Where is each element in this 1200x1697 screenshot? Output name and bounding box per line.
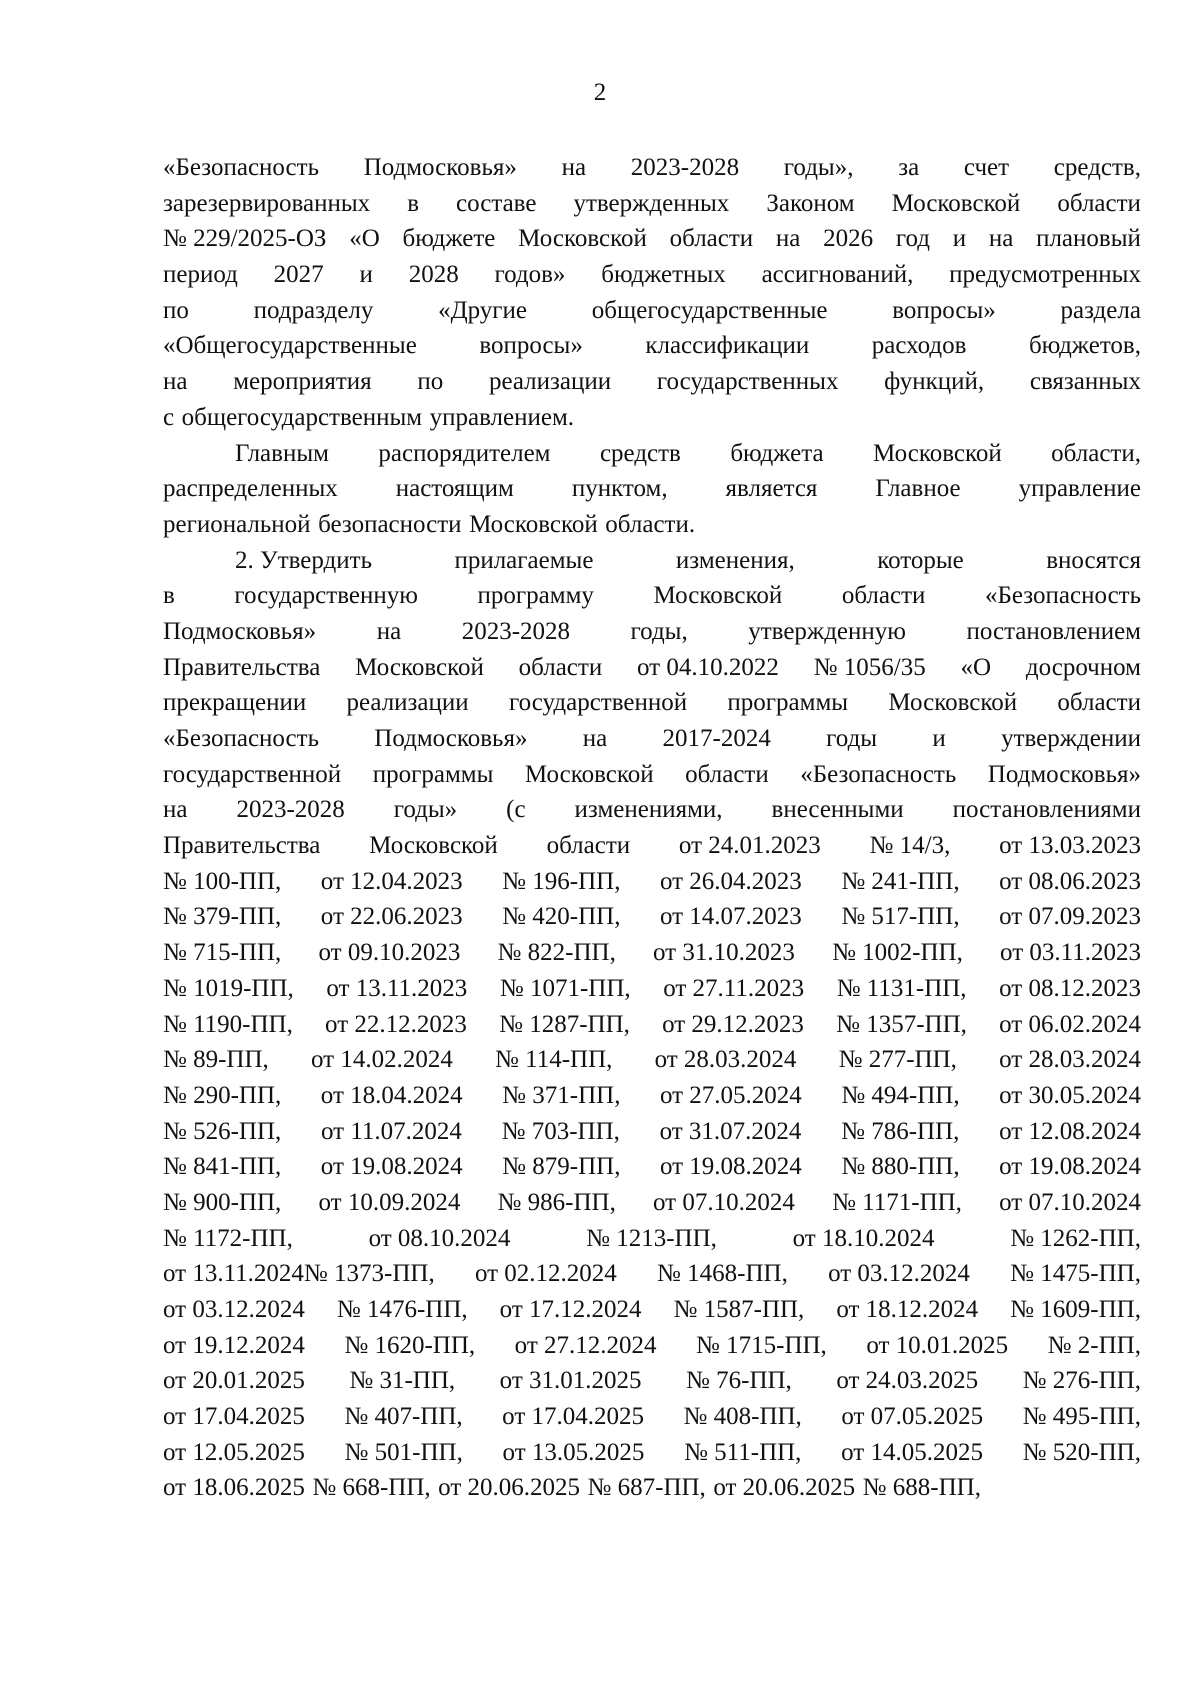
text-line <box>163 1328 1141 1364</box>
text-line <box>163 1470 1141 1506</box>
word: № 408-ПП, <box>683 1403 802 1431</box>
word: № 1071-ПП, <box>499 974 631 1002</box>
text-line <box>163 221 1141 257</box>
text-line <box>163 578 1141 614</box>
page-number: 2 <box>593 79 607 106</box>
word: Московской <box>369 832 498 860</box>
word: годы, <box>630 617 688 645</box>
word: и <box>952 225 967 253</box>
word: от 27.11.2023 <box>663 974 805 1002</box>
word: программу <box>477 582 594 610</box>
word: «О <box>960 653 992 681</box>
word: управлением. <box>429 403 575 431</box>
word: программы <box>727 689 849 717</box>
text-line <box>163 1435 1141 1471</box>
word: изменения, <box>675 546 795 574</box>
word: на <box>376 617 402 645</box>
word: прекращении <box>163 689 307 717</box>
word: вопросы» <box>479 332 583 360</box>
word: Подмосковья» <box>987 760 1141 788</box>
word: прилагаемые <box>454 546 594 574</box>
word: от 19.08.2024 <box>659 1153 802 1181</box>
word: классификации <box>645 332 810 360</box>
word: настоящим <box>395 475 514 503</box>
word: от 20.06.2025 <box>713 1474 856 1502</box>
word: государственной <box>163 760 342 788</box>
word: от 04.10.2022 <box>637 653 779 681</box>
word: подразделу <box>253 296 374 324</box>
text-line <box>163 935 1141 971</box>
word: государственную <box>234 582 418 610</box>
word: управление <box>1018 475 1141 503</box>
word: № 668-ПП, <box>312 1474 431 1502</box>
word: Московской <box>469 510 598 538</box>
word: Законом <box>766 189 855 217</box>
word: от 31.01.2025 <box>499 1367 642 1395</box>
word: Главным <box>235 439 329 467</box>
text-line <box>163 186 1141 222</box>
word: от 13.05.2025 <box>502 1438 645 1466</box>
word: на <box>561 154 587 181</box>
text-line <box>163 400 1141 436</box>
word: № 511-ПП, <box>684 1438 802 1466</box>
text-line <box>163 864 1141 900</box>
word: области <box>685 760 769 788</box>
text-line <box>163 828 1141 864</box>
word: от 13.11.2024№ 1373-ПП, <box>163 1260 435 1288</box>
text-line <box>163 650 1141 686</box>
word: Московской <box>524 760 654 788</box>
word: «Безопасность <box>800 760 957 788</box>
word: от 09.10.2023 <box>318 939 461 967</box>
word: № 1131-ПП, <box>836 974 967 1002</box>
text-line <box>163 899 1141 935</box>
text-line <box>163 543 1141 579</box>
word: 2023-2028 <box>461 617 571 645</box>
word: № 196-ПП, <box>502 867 621 895</box>
word: на <box>582 725 608 752</box>
word: от 26.04.2023 <box>659 867 802 895</box>
word: 2027 <box>273 261 324 289</box>
word: раздела <box>1060 296 1141 324</box>
word: от 07.09.2023 <box>999 903 1141 931</box>
word: реализации <box>488 368 612 396</box>
text-line <box>163 757 1141 793</box>
text-line <box>163 293 1141 329</box>
word: пунктом, <box>571 475 668 503</box>
word: от 12.08.2024 <box>999 1117 1141 1145</box>
word: области <box>1057 189 1141 217</box>
word: № 2-ПП, <box>1047 1331 1141 1359</box>
word: от 13.03.2023 <box>999 832 1141 860</box>
word: плановый <box>1036 225 1141 253</box>
word: Московской <box>888 689 1018 717</box>
text-line <box>163 1363 1141 1399</box>
word: бюджетов, <box>1028 332 1141 360</box>
word: мероприятия <box>233 368 372 396</box>
word: общегосударственным <box>181 403 423 431</box>
word: № 420-ПП, <box>502 903 621 931</box>
word: функций, <box>884 368 985 396</box>
word: № 1715-ПП, <box>696 1331 827 1359</box>
word: на <box>163 368 188 396</box>
word: № 100-ПП, <box>163 867 282 895</box>
word: государственных <box>656 368 839 396</box>
text-line <box>163 471 1141 507</box>
word: которые <box>877 546 964 574</box>
word: средств <box>599 439 681 467</box>
word: в <box>407 189 419 217</box>
word: «Безопасность <box>985 582 1141 610</box>
text-line <box>163 685 1141 721</box>
word: Московской <box>873 439 1002 467</box>
word: от 19.08.2024 <box>999 1153 1141 1181</box>
text-line <box>163 1256 1141 1292</box>
word: Главное <box>875 475 961 503</box>
word: вносятся <box>1046 546 1141 574</box>
word: области <box>546 832 631 860</box>
word: от 27.05.2024 <box>659 1081 802 1109</box>
word: предусмотренных <box>949 261 1141 289</box>
word: годы», <box>783 154 854 181</box>
word: на <box>775 225 801 253</box>
word: № 1056/35 <box>813 653 926 681</box>
word: «Безопасность <box>163 154 319 181</box>
word: от 11.07.2024 <box>320 1117 462 1145</box>
word: от 13.11.2023 <box>326 974 468 1002</box>
word: № 687-ПП, <box>587 1474 706 1502</box>
word: № 526-ПП, <box>163 1117 282 1145</box>
word: от 24.01.2023 <box>678 832 821 860</box>
word: от 07.05.2025 <box>841 1403 984 1431</box>
word: бюджетных <box>601 261 726 289</box>
word: № 277-ПП, <box>838 1046 957 1074</box>
word: от 19.08.2024 <box>320 1153 463 1181</box>
word: от 03.12.2024 <box>163 1296 305 1323</box>
word: составе <box>456 189 537 217</box>
word: № 1262-ПП, <box>1010 1224 1141 1252</box>
word: ассигнований, <box>761 261 914 289</box>
word: постановлением <box>966 617 1141 645</box>
word: Московской <box>891 189 1021 217</box>
word: от 10.09.2024 <box>318 1188 461 1216</box>
word: № 715-ПП, <box>163 939 282 967</box>
word: № 900-ПП, <box>163 1188 282 1216</box>
word: утвержденную <box>748 617 906 645</box>
word: № 290-ПП, <box>163 1081 282 1109</box>
word: годы <box>826 725 878 752</box>
word: Московской <box>518 225 647 253</box>
word: от 30.05.2024 <box>999 1081 1141 1109</box>
text-line <box>163 436 1141 472</box>
text-line <box>163 1149 1141 1185</box>
word: от 17.04.2025 <box>163 1403 305 1431</box>
word: от 03.12.2024 <box>828 1260 970 1288</box>
word: «Безопасность <box>163 725 319 752</box>
word: годов» <box>494 261 566 289</box>
word: от 08.10.2024 <box>368 1224 511 1252</box>
word: от 22.06.2023 <box>320 903 463 931</box>
word: № 986-ПП, <box>497 1188 616 1216</box>
text-line <box>163 364 1141 400</box>
document-body <box>163 150 1141 1506</box>
word: бюджете <box>402 225 496 253</box>
word: области <box>669 225 754 253</box>
text-line <box>163 1221 1141 1257</box>
word: распределенных <box>163 475 338 503</box>
word: в <box>163 582 175 610</box>
word: № 371-ПП, <box>502 1081 621 1109</box>
paragraph <box>163 150 1141 436</box>
text-line <box>163 1042 1141 1078</box>
word: счет <box>963 154 1010 181</box>
word: от 12.05.2025 <box>163 1438 305 1466</box>
word: № 1475-ПП, <box>1010 1260 1141 1288</box>
word: и <box>359 261 373 289</box>
word: от 24.03.2025 <box>836 1367 979 1395</box>
word: 2017-2024 <box>662 725 771 752</box>
word: от 08.12.2023 <box>999 974 1141 1002</box>
text-line <box>163 257 1141 293</box>
word: № 688-ПП, <box>862 1474 981 1502</box>
word: Правительства <box>163 653 321 681</box>
word: год <box>895 225 930 253</box>
word: № 703-ПП, <box>501 1117 620 1145</box>
word: от 07.10.2024 <box>653 1188 795 1216</box>
text-line <box>163 1078 1141 1114</box>
text-line <box>163 1114 1141 1150</box>
word: расходов <box>871 332 967 360</box>
word: № 1620-ПП, <box>344 1331 476 1359</box>
word: № 1468-ПП, <box>657 1260 788 1288</box>
word: № 76-ПП, <box>686 1367 792 1395</box>
word: от 18.04.2024 <box>320 1081 463 1109</box>
word: № 1287-ПП, <box>499 1010 630 1038</box>
word: внесенными <box>771 796 904 824</box>
word: по <box>417 368 444 396</box>
word: общегосударственные <box>591 296 828 324</box>
word: от 17.12.2024 <box>499 1296 642 1323</box>
word: 2. Утвердить <box>235 546 372 574</box>
word: от 20.01.2025 <box>163 1367 305 1395</box>
word: от 06.02.2024 <box>999 1010 1141 1038</box>
word: за <box>898 154 920 181</box>
text-line <box>163 1185 1141 1221</box>
word: области, <box>1051 439 1141 467</box>
text-line <box>163 328 1141 364</box>
text-line <box>163 614 1141 650</box>
word: Подмосковья» <box>374 725 528 752</box>
word: Подмосковья» <box>163 617 317 645</box>
word: № 841-ПП, <box>163 1153 282 1181</box>
word: от 08.06.2023 <box>999 867 1141 895</box>
word: программы <box>372 760 494 788</box>
word: № 880-ПП, <box>841 1153 960 1181</box>
text-line <box>163 721 1141 757</box>
word: № 494-ПП, <box>841 1081 960 1109</box>
word: № 786-ПП, <box>841 1117 960 1145</box>
text-line <box>163 1399 1141 1435</box>
word: «Общегосударственные <box>163 332 417 360</box>
word: № 379-ПП, <box>163 903 282 931</box>
word: от 14.02.2024 <box>310 1046 453 1074</box>
word: распорядителем <box>378 439 551 467</box>
text-line <box>163 1007 1141 1043</box>
word: № 822-ПП, <box>497 939 616 967</box>
word: 2026 <box>823 225 874 253</box>
word: области <box>1057 689 1141 717</box>
word: № 1019-ПП, <box>163 974 294 1002</box>
word: № 879-ПП, <box>502 1153 621 1181</box>
word: Московской <box>653 582 783 610</box>
word: № 1357-ПП, <box>836 1010 967 1038</box>
word: безопасности <box>318 510 462 538</box>
word: от 22.12.2023 <box>325 1010 467 1038</box>
word: изменениями, <box>574 796 723 824</box>
word: от 29.12.2023 <box>662 1010 804 1038</box>
word: годы» <box>393 796 458 824</box>
word: № 1171-ПП, <box>832 1188 962 1216</box>
word: № 495-ПП, <box>1022 1403 1141 1431</box>
word: является <box>725 475 818 503</box>
word: на <box>988 225 1014 253</box>
word: 2023-2028 <box>630 154 740 181</box>
word: зарезервированных <box>163 189 371 217</box>
word: от 14.05.2025 <box>841 1438 983 1466</box>
word: № 114-ПП, <box>495 1046 613 1074</box>
word: Московской <box>355 653 484 681</box>
word: № 520-ПП, <box>1022 1438 1141 1466</box>
word: «О <box>349 225 380 253</box>
word: от 31.10.2023 <box>653 939 795 967</box>
word: области <box>841 582 926 610</box>
word: от 28.03.2024 <box>654 1046 797 1074</box>
word: области <box>518 653 603 681</box>
word: от 18.12.2024 <box>836 1296 979 1323</box>
word: № 1609-ПП, <box>1010 1296 1141 1323</box>
word: (с <box>506 796 526 824</box>
word: Правительства <box>163 832 321 860</box>
word: средств, <box>1053 154 1141 181</box>
word: Подмосковья» <box>363 154 517 181</box>
word: утвержденных <box>573 189 730 217</box>
word: № 1476-ПП, <box>336 1296 468 1323</box>
word: от 17.04.2025 <box>502 1403 645 1431</box>
word: № 1002-ПП, <box>832 939 963 967</box>
word: на <box>163 796 188 824</box>
word: № 1587-ПП, <box>673 1296 805 1323</box>
word: № 517-ПП, <box>841 903 960 931</box>
word: № 1213-ПП, <box>586 1224 717 1252</box>
text-line <box>163 792 1141 828</box>
word: с <box>163 403 175 431</box>
word: от 18.06.2025 <box>163 1474 305 1502</box>
word: № 89-ПП, <box>163 1046 269 1074</box>
word: от 28.03.2024 <box>999 1046 1141 1074</box>
word: области. <box>605 510 696 538</box>
word: от 31.07.2024 <box>659 1117 802 1145</box>
word: от 14.07.2023 <box>659 903 802 931</box>
text-line <box>163 1292 1141 1328</box>
text-line <box>163 150 1141 186</box>
word: 2028 <box>408 261 459 289</box>
word: региональной <box>163 510 311 538</box>
word: от 03.11.2023 <box>1000 939 1141 967</box>
word: и <box>932 725 946 752</box>
word: утверждении <box>1001 725 1141 752</box>
word: постановлениями <box>952 796 1141 824</box>
word: № 229/2025-ОЗ <box>163 225 327 253</box>
text-line <box>163 971 1141 1007</box>
word: от 27.12.2024 <box>514 1331 657 1359</box>
word: 2023-2028 <box>236 796 345 824</box>
word: № 501-ПП, <box>344 1438 463 1466</box>
word: бюджета <box>730 439 824 467</box>
word: от 19.12.2024 <box>163 1331 305 1359</box>
word: от 12.04.2023 <box>320 867 463 895</box>
paragraph <box>163 436 1141 543</box>
word: № 1190-ПП, <box>163 1010 293 1038</box>
word: досрочном <box>1025 653 1141 681</box>
word: по <box>163 296 189 324</box>
word: от 02.12.2024 <box>474 1260 617 1288</box>
text-line <box>163 507 1141 543</box>
word: от 10.01.2025 <box>866 1331 1009 1359</box>
word: от 20.06.2025 <box>438 1474 581 1502</box>
word: от 07.10.2024 <box>999 1188 1141 1216</box>
word: государственной <box>508 689 688 717</box>
word: № 407-ПП, <box>344 1403 463 1431</box>
word: № 31-ПП, <box>349 1367 456 1395</box>
word: № 14/3, <box>869 832 951 860</box>
word: связанных <box>1029 368 1141 396</box>
word: период <box>163 261 238 289</box>
word: вопросы» <box>892 296 996 324</box>
word: № 241-ПП, <box>841 867 960 895</box>
word: от 18.10.2024 <box>792 1224 935 1252</box>
word: реализации <box>346 689 469 717</box>
word: «Другие <box>438 296 528 324</box>
paragraph <box>163 543 1141 1507</box>
word: № 1172-ПП, <box>163 1224 293 1252</box>
word: № 276-ПП, <box>1022 1367 1141 1395</box>
